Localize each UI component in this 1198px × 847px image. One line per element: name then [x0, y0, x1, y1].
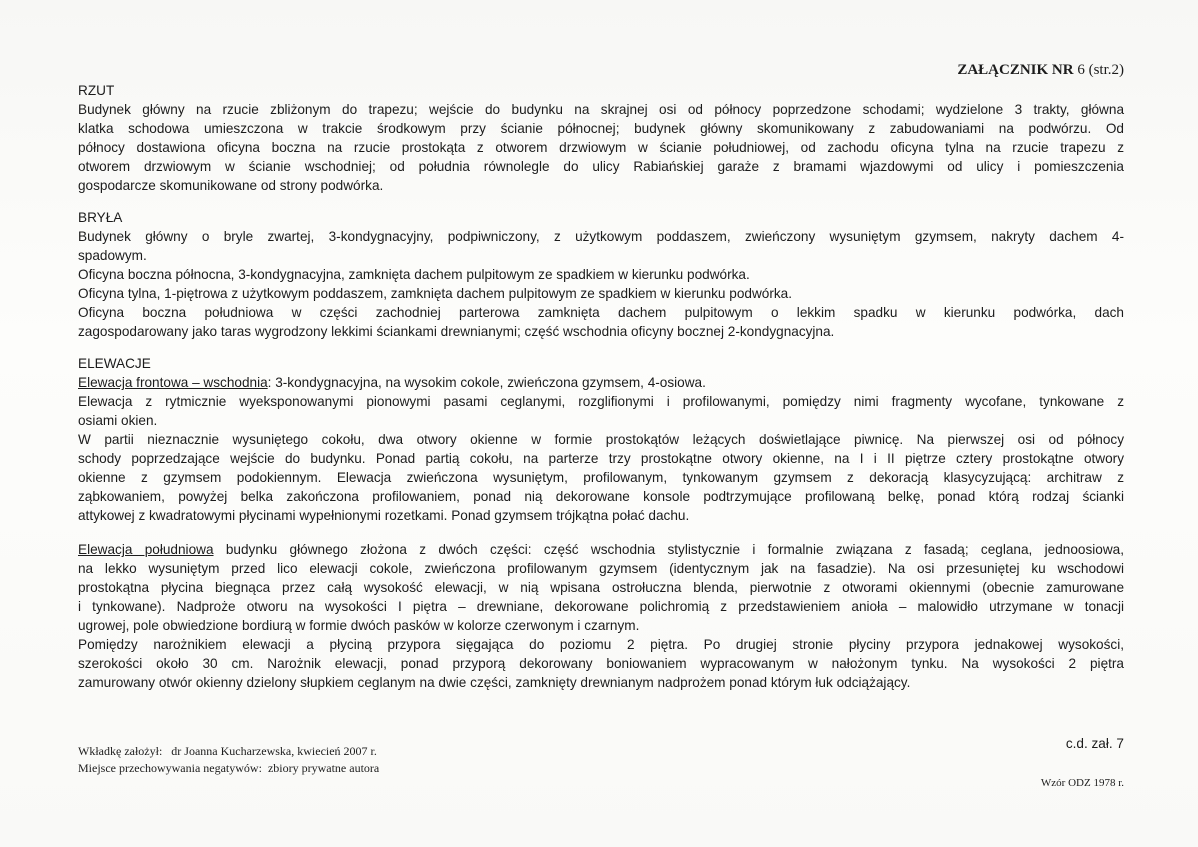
document-body [78, 81, 1124, 692]
text-line: ugrowej, pole obwiedzione bordiurą w formie dwóch pasków w kolorze czerwonym i czarnym. [78, 618, 640, 633]
author-value: dr Joanna Kucharzewska, kwiecień 2007 r. [171, 744, 377, 758]
text-line: i tynkowane). Nadproże otworu na wysokości I piętra – drewniane, dekorowane polichromią z przedstawieniem anioła – malowidło utrzymane w tonacji [78, 599, 1124, 614]
negatives-value: zbiory prywatne autora [267, 761, 380, 775]
continuation-note: c.d. zał. 7 [1065, 736, 1124, 751]
text-line: Elewacja z rytmicznie wyeksponowanymi pionowymi pasami ceglanymi, rozglifionymi i profilowanymi, pomiędzy nimi fragmenty wycofane, tynkowane z [78, 394, 1124, 409]
attachment-page: 6 (str.2) [1077, 62, 1124, 78]
text-line: okienne z gzymsem podokiennym. Elewacja zwieńczona wysuniętym, profilowanym, tynkowanym gzymsem z dekoracją klasycyzującą: architraw z [78, 470, 1124, 485]
footer [78, 743, 379, 777]
author-label: Wkładkę założył: [78, 744, 163, 758]
text-line: Oficyna boczna północna, 3-kondygnacyjna, zamknięta dachem pulpitowym ze spadkiem w kierunku podwórka. [78, 267, 750, 282]
text-line: Budynek główny na rzucie zbliżonym do trapezu; wejście do budynku na skrajnej osi od północy poprzedzone schodami; wydzielone 3 trakty, główna [78, 102, 1124, 117]
text-line: attykowej z kwadratowymi płycinami wypełnionymi rozetkami. Ponad gzymsem trójkątna połać dachu. [78, 508, 690, 523]
line-text: : 3-kondygnacyjna, na wysokim cokole, zwieńczona gzymsem, 4-osiowa. [267, 375, 706, 390]
text-line: Pomiędzy narożnikiem elewacji a płyciną przypora sięgająca do poziomu 2 piętra. Po drugiej stronie płyciny przypora jednakowej wysokości, [78, 637, 1124, 652]
line-text: budynku głównego złożona z dwóch części: część wschodnia stylistycznie i formalnie związana z fasadą; ceglana, jednoosiowa, [213, 542, 1124, 557]
paragraph [78, 373, 1124, 392]
paragraph [78, 635, 1124, 692]
text-line: północy dostawiona oficyna boczna na rzucie prostokąta z otworem drzwiowym w ścianie południowej, od zachodu oficyna tylna na rzucie trapezu z [78, 140, 1124, 155]
text-line: prostokątna płycina biegnąca przez całą wysokość elewacji, w nią wpisana ostrołuczna blenda, pierwotnie z otworami okiennymi (obecnie zamurowane [78, 580, 1124, 595]
text-line: Oficyna tylna, 1-piętrowa z użytkowym poddaszem, zamknięta dachem pulpitowym ze spadkiem w kierunku podwórka. [78, 286, 792, 301]
text-line: otworem drzwiowym w ścianie wschodniej; od południa równolegle do ulicy Rabiańskiej garaże z bramami wjazdowymi od ulicy i pomieszczenia [78, 159, 1124, 174]
attachment-title: ZAŁĄCZNIK NR [957, 62, 1074, 78]
paragraph [78, 540, 1124, 635]
document-section [78, 208, 1124, 341]
text-line: zagospodarowany jako taras wygrodzony lekkimi ściankami drewnianymi; część wschodnia oficyny bocznej 2-kondygnacyjna. [78, 324, 835, 339]
text-line [78, 373, 1124, 392]
document-section [78, 354, 1124, 525]
text-line: spadowym. [78, 248, 147, 263]
paragraph [78, 100, 1124, 195]
paragraph [78, 284, 1124, 303]
paragraph [78, 392, 1124, 430]
text-line: Budynek główny o bryle zwartej, 3-kondygnacyjny, podpiwniczony, z użytkowym poddaszem, zwieńczony wysuniętym gzymsem, nakryty dachem 4- [78, 229, 1124, 244]
text-line: schody poprzedzające wejście do budynku. Ponad partią cokołu, na parterze trzy prostokątne otwory okienne, na I i II piętrze cztery prostokątne otwory [78, 451, 1124, 466]
text-line: klatka schodowa umieszczona w trakcie środkowym przy ścianie północnej; budynek główny skomunikowany z zabudowaniami na podwórzu. Od [78, 121, 1124, 136]
text-line: gospodarcze skomunikowane od strony podwórka. [78, 178, 384, 193]
text-line: W partii nieznacznie wysuniętego cokołu, dwa otwory okienne w formie prostokątów leżących doświetlające piwnicę. Na pierwszej osi od północy [78, 432, 1124, 447]
text-line [78, 540, 1124, 559]
text-line: szerokości około 30 cm. Narożnik elewacji, ponad przyporą dekorowany boniowaniem wypracowanym w nałożonym tynku. Na wysokości 2 piętra [78, 656, 1124, 671]
text-line: ząbkowaniem, powyżej belka zakończona profilowaniem, ponad nią dekorowane konsole podtrzymujące profilowaną belkę, ponad którą rodzaj ścianki [78, 489, 1124, 504]
footer-author-line [78, 743, 379, 760]
paragraph [78, 265, 1124, 284]
paragraph [78, 430, 1124, 525]
section-heading: BRYŁA [78, 210, 123, 225]
negatives-label: Miejsce przechowywania negatywów: [78, 761, 262, 775]
document-section [78, 540, 1124, 692]
attachment-header [957, 62, 1124, 79]
underlined-subheading: Elewacja frontowa – wschodnia [78, 375, 268, 390]
text-line: na lekko wysuniętym przed lico elewacji cokole, zwieńczona profilowanym gzymsem (identycznym jak na fasadzie). Na osi przesuniętej ku wschodowi [78, 561, 1124, 576]
document-section [78, 81, 1124, 195]
text-line: osiami okien. [78, 413, 158, 428]
section-heading: RZUT [78, 83, 115, 98]
paragraph [78, 303, 1124, 341]
footer-negatives-line [78, 760, 379, 777]
section-heading: ELEWACJE [78, 356, 151, 371]
paragraph [78, 227, 1124, 265]
underlined-subheading: Elewacja południowa [78, 542, 214, 557]
form-template-note: Wzór ODZ 1978 r. [1040, 777, 1124, 789]
text-line: Oficyna boczna południowa w części zachodniej parterowa zamknięta dachem pulpitowym o lekkim spadku w kierunku podwórka, dach [78, 305, 1124, 320]
text-line: zamurowany otwór okienny dzielony słupkiem ceglanym na dwie części, zamknięty drewnianym nadprożem ponad którym łuk odciążający. [78, 675, 911, 690]
